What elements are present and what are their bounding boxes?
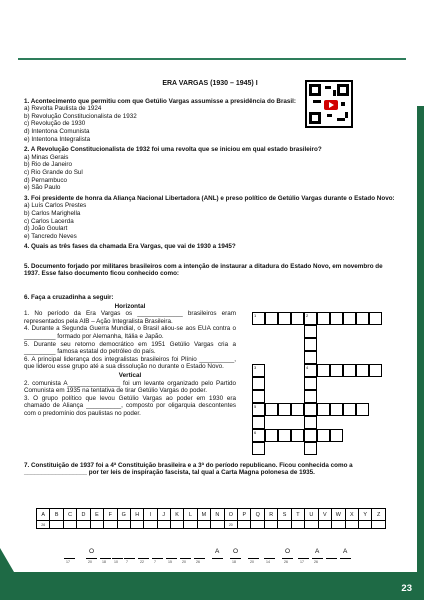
option: c) Revolução de 1930 bbox=[24, 120, 86, 128]
clue-horizontal-4: 4. Durante a Segunda Guerra Mundial, o Brasil aliou-se aos EUA contra o _________ formado por Alemanha, Itália e Japão. bbox=[24, 325, 236, 341]
crossword-cell[interactable] bbox=[356, 364, 369, 377]
answer-blank[interactable] bbox=[166, 558, 177, 559]
answer-blank[interactable] bbox=[326, 558, 337, 559]
cipher-number[interactable] bbox=[372, 521, 386, 529]
cipher-number[interactable] bbox=[63, 521, 76, 529]
cipher-number[interactable] bbox=[305, 521, 318, 529]
answer-number: 20 bbox=[182, 560, 186, 564]
option: a) Luís Carlos Prestes bbox=[24, 202, 87, 210]
option: d) João Goulart bbox=[24, 225, 68, 233]
cipher-number[interactable]: 20 bbox=[224, 521, 237, 529]
cipher-letter: D bbox=[77, 509, 90, 521]
cipher-letter: P bbox=[238, 509, 251, 521]
answer-blank[interactable] bbox=[248, 558, 259, 559]
crossword-cell[interactable] bbox=[265, 312, 278, 325]
answer-number: 10 bbox=[114, 560, 118, 564]
answer-blank[interactable] bbox=[230, 558, 241, 559]
clue-horizontal-5: 5. Durante seu retorno democrático em 1951 Getúlio Vargas cria a _________ famosa estatal do petróleo do país. bbox=[24, 340, 236, 356]
question-1: 1. Acontecimento que permitiu com que Getúlio Vargas assumisse a presidência do Brasil: bbox=[24, 97, 297, 105]
cipher-letter: O bbox=[224, 509, 237, 521]
cipher-letter: I bbox=[144, 509, 157, 521]
crossword-cell[interactable] bbox=[369, 364, 382, 377]
cipher-letter: S bbox=[278, 509, 291, 521]
crossword-cell[interactable] bbox=[304, 325, 317, 338]
crossword-cell[interactable] bbox=[252, 442, 265, 455]
crossword-cell[interactable] bbox=[317, 312, 330, 325]
cipher-number[interactable] bbox=[184, 521, 197, 529]
vertical-heading: Vertical bbox=[118, 372, 142, 379]
option: b) Revolução Constitucionalista de 1932 bbox=[24, 112, 137, 120]
answer-letter: A bbox=[215, 548, 220, 555]
cipher-letter: X bbox=[345, 509, 358, 521]
cipher-number[interactable] bbox=[238, 521, 251, 529]
cipher-number[interactable] bbox=[77, 521, 90, 529]
cipher-letter: M bbox=[197, 509, 211, 521]
horizontal-heading: Horizontal bbox=[114, 302, 146, 310]
option: e) Intentona Integralista bbox=[24, 135, 91, 143]
answer-blank[interactable] bbox=[212, 558, 223, 559]
crossword-cell[interactable]: 5 bbox=[252, 403, 265, 416]
cipher-letter: J bbox=[157, 509, 170, 521]
crossword-cell[interactable] bbox=[343, 403, 356, 416]
answer-number: 7 bbox=[126, 560, 128, 564]
answer-blank[interactable] bbox=[100, 558, 111, 559]
answer-blank[interactable] bbox=[112, 558, 123, 559]
cipher-number[interactable] bbox=[211, 521, 224, 529]
crossword-cell[interactable] bbox=[356, 312, 369, 325]
crossword-cell[interactable]: 1 bbox=[252, 312, 265, 325]
crossword-cell[interactable] bbox=[304, 416, 317, 429]
cipher-letter: Z bbox=[372, 509, 386, 521]
option: a) Minas Gerais bbox=[24, 153, 69, 161]
answer-letter: A bbox=[343, 548, 348, 555]
cipher-number[interactable] bbox=[130, 521, 143, 529]
question-2: 2. A Revolução Constitucionalista de 1932 foi uma revolta que se iniciou em qual estado brasileiro? bbox=[24, 146, 322, 154]
cipher-letter: L bbox=[184, 509, 197, 521]
question-6: 6. Faça a cruzadinha a seguir: bbox=[24, 294, 114, 302]
answer-blank[interactable] bbox=[138, 558, 149, 559]
clue-vertical-3: 3. O grupo político que levou Getúlio Vargas ao poder em 1930 era chamado de Aliança __________, composto por oligarquia descontentes com o predomínio dos paulistas no poder. bbox=[24, 394, 236, 417]
answer-blank[interactable] bbox=[312, 558, 323, 559]
page-title: ERA VARGAS (1930 – 1945) I bbox=[162, 80, 258, 87]
answer-blank[interactable] bbox=[264, 558, 275, 559]
cipher-number[interactable] bbox=[345, 521, 358, 529]
answer-blank[interactable] bbox=[124, 558, 135, 559]
crossword-cell[interactable] bbox=[317, 403, 330, 416]
crossword-cell[interactable] bbox=[265, 429, 278, 442]
cipher-letter: A bbox=[37, 509, 50, 521]
crossword-cell[interactable] bbox=[291, 403, 304, 416]
cipher-number[interactable] bbox=[264, 521, 277, 529]
crossword-cell[interactable] bbox=[304, 442, 317, 455]
answer-number: 20 bbox=[88, 560, 92, 564]
crossword-cell[interactable]: 6 bbox=[252, 429, 265, 442]
cipher-letter: U bbox=[305, 509, 318, 521]
answer-number: 26 bbox=[314, 560, 318, 564]
crossword-cell[interactable] bbox=[317, 364, 330, 377]
clue-horizontal-6: 6. A principal liderança dos integralistas brasileiros foi Plínio __________, que liderou esse grupo até a sua dissolução no durante o Estado Novo. bbox=[24, 355, 236, 371]
crossword-cell[interactable] bbox=[278, 312, 291, 325]
crossword-cell[interactable] bbox=[330, 429, 343, 442]
footer-band bbox=[0, 572, 424, 600]
answer-blank[interactable] bbox=[64, 558, 75, 559]
cipher-letter: R bbox=[264, 509, 277, 521]
crossword-cell[interactable]: 4 bbox=[304, 364, 317, 377]
answer-blanks[interactable] bbox=[64, 548, 354, 568]
crossword-cell[interactable] bbox=[343, 364, 356, 377]
cipher-letter: E bbox=[90, 509, 103, 521]
option: d) Intentona Comunista bbox=[24, 127, 90, 135]
cipher-number[interactable]: 26 bbox=[37, 521, 50, 529]
question-3: 3. Foi presidente de honra da Aliança Nacional Libertadora (ANL) e preso político de Getúlio Vargas durante o Estado Novo: bbox=[24, 194, 395, 202]
cipher-letter: Q bbox=[251, 509, 264, 521]
crossword-cell[interactable] bbox=[330, 364, 343, 377]
cipher-letter: H bbox=[130, 509, 143, 521]
crossword-cell[interactable] bbox=[252, 416, 265, 429]
answer-number: 22 bbox=[140, 560, 144, 564]
crossword-cell[interactable]: 2 bbox=[304, 312, 317, 325]
answer-number: 26 bbox=[196, 560, 200, 564]
crossword-cell[interactable]: 3 bbox=[252, 364, 265, 377]
cipher-letter: F bbox=[104, 509, 117, 521]
crossword-cell[interactable] bbox=[291, 429, 304, 442]
cipher-letter: W bbox=[331, 509, 345, 521]
answer-letter: O bbox=[89, 548, 95, 555]
cipher-letter: N bbox=[211, 509, 224, 521]
crossword-cell[interactable] bbox=[330, 403, 343, 416]
answer-blank[interactable] bbox=[298, 558, 309, 559]
answer-number: 14 bbox=[266, 560, 270, 564]
option: a) Revolta Paulista de 1924 bbox=[24, 105, 102, 113]
option: b) Carlos Marighella bbox=[24, 209, 81, 217]
cipher-number[interactable] bbox=[251, 521, 264, 529]
cipher-letter: G bbox=[117, 509, 130, 521]
crossword-cell[interactable] bbox=[252, 377, 265, 390]
crossword-cell[interactable] bbox=[278, 403, 291, 416]
cipher-number[interactable] bbox=[104, 521, 117, 529]
answer-letter: O bbox=[233, 548, 239, 555]
crossword-cell[interactable] bbox=[330, 312, 343, 325]
option: b) Rio de Janeiro bbox=[24, 161, 72, 169]
crossword-cell[interactable] bbox=[304, 377, 317, 390]
answer-number: 15 bbox=[168, 560, 172, 564]
cipher-number[interactable] bbox=[144, 521, 157, 529]
cipher-letter: B bbox=[50, 509, 63, 521]
footer-corner bbox=[0, 548, 14, 572]
answer-blank[interactable] bbox=[180, 558, 191, 559]
cipher-number[interactable] bbox=[117, 521, 130, 529]
answer-number: 17 bbox=[66, 560, 70, 564]
crossword-cell[interactable] bbox=[304, 338, 317, 351]
crossword-cell[interactable] bbox=[304, 351, 317, 364]
option: d) Pernambuco bbox=[24, 176, 68, 184]
page-number: 23 bbox=[401, 583, 412, 594]
cipher-letter: T bbox=[291, 509, 304, 521]
cipher-number[interactable] bbox=[278, 521, 291, 529]
cipher-number[interactable] bbox=[291, 521, 304, 529]
question-7: 7. Constituição de 1937 foi a 4ª Constituição brasileira e a 3ª do período republicano. Ficou conhecida como a __________________ por ter leis de inspiração fascista, tal qual a Carta Magna polonesa de 1935. bbox=[24, 461, 353, 477]
crossword-cell[interactable] bbox=[304, 429, 317, 442]
header-rule bbox=[18, 58, 406, 60]
clue-horizontal-1: 1. No período da Era Vargas os _____________ brasileiros eram representados pela AIB – Ação Integralista Brasileira. bbox=[24, 310, 236, 325]
cipher-number[interactable] bbox=[358, 521, 371, 529]
crossword-cell[interactable] bbox=[265, 403, 278, 416]
answer-letter: A bbox=[315, 548, 320, 555]
cipher-number[interactable] bbox=[90, 521, 103, 529]
answer-number: 17 bbox=[300, 560, 304, 564]
answer-number: 18 bbox=[102, 560, 106, 564]
crossword-cell[interactable] bbox=[278, 429, 291, 442]
answer-blank[interactable] bbox=[282, 558, 293, 559]
cipher-number[interactable] bbox=[197, 521, 211, 529]
cipher-number[interactable] bbox=[170, 521, 183, 529]
cipher-number[interactable] bbox=[318, 521, 331, 529]
cipher-table bbox=[36, 508, 386, 538]
cipher-letter: C bbox=[63, 509, 76, 521]
option: e) São Paulo bbox=[24, 184, 61, 192]
clue-vertical-2: 2. comunista A_______________ foi um levante organizado pelo Partido Comunista em 1935 na tentativa de tirar Getúlio Vargas do poder. bbox=[24, 379, 236, 395]
cipher-number[interactable] bbox=[50, 521, 63, 529]
cipher-number[interactable] bbox=[331, 521, 345, 529]
option: c) Rio Grande do Sul bbox=[24, 168, 83, 176]
crossword-cell[interactable] bbox=[252, 390, 265, 403]
crossword-cell[interactable] bbox=[304, 403, 317, 416]
cipher-letter: Y bbox=[358, 509, 371, 521]
answer-blank[interactable] bbox=[194, 558, 205, 559]
answer-number: 7 bbox=[154, 560, 156, 564]
crossword-cell[interactable] bbox=[291, 312, 304, 325]
answer-blank[interactable] bbox=[340, 558, 351, 559]
cipher-letter: V bbox=[318, 509, 331, 521]
crossword-cell[interactable] bbox=[317, 429, 330, 442]
answer-number: 20 bbox=[250, 560, 254, 564]
option: c) Carlos Lacerda bbox=[24, 217, 74, 225]
answer-number: 26 bbox=[284, 560, 288, 564]
crossword-cell[interactable] bbox=[304, 390, 317, 403]
crossword-cell[interactable] bbox=[356, 403, 369, 416]
answer-letter: O bbox=[285, 548, 291, 555]
cipher-letter: K bbox=[170, 509, 183, 521]
side-bar bbox=[417, 106, 424, 574]
crossword-cell[interactable] bbox=[369, 312, 382, 325]
crossword-cell[interactable] bbox=[343, 312, 356, 325]
question-4: 4. Quais as três fases da chamada Era Vargas, que vai de 1930 a 1945? bbox=[24, 243, 236, 251]
answer-number: 18 bbox=[232, 560, 236, 564]
cipher-number[interactable] bbox=[157, 521, 170, 529]
answer-blank[interactable] bbox=[152, 558, 163, 559]
option: e) Tancredo Neves bbox=[24, 232, 77, 240]
crossword-grid[interactable] bbox=[252, 312, 387, 480]
answer-blank[interactable] bbox=[86, 558, 97, 559]
question-5: 5. Documento forjado por militares brasileiros com a intenção de instaurar a ditadura do Estado Novo, em novembro de 1937. Esse falso documento ficou conhecido como: bbox=[24, 262, 383, 278]
